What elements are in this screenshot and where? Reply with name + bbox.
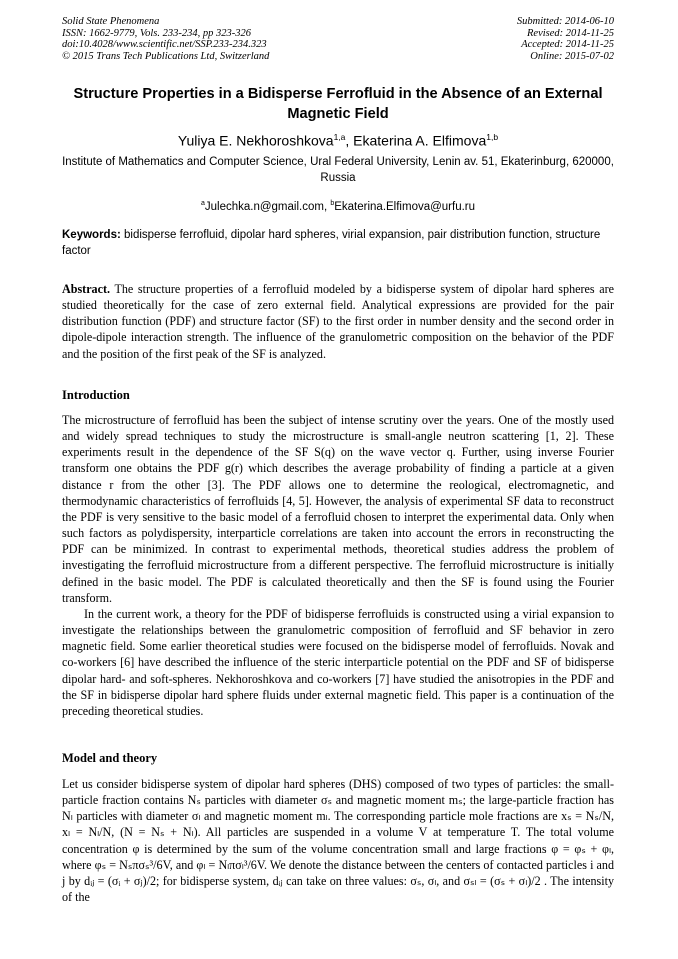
journal-header [62,16,269,62]
email-list: $^a$Julechka.n@gmail.com, $^b$Ekaterina.Elfimova@urfu.ru [200,200,476,213]
author-name: Yuliya E. Nekhoroshkova [177,132,334,149]
accepted-date: Accepted: 2014-11-25 [521,39,614,51]
section-heading-introduction: Introduction [62,388,130,402]
keywords [62,228,614,259]
journal-copyright: © 2015 Trans Tech Publications Ltd, Switzerland [62,50,270,62]
abstract [62,281,614,362]
journal-doi: doi:10.4028/www.scientific.net/SSP.233-234.323 [62,39,267,51]
keywords-label: Keywords: [62,229,121,241]
email-mark: b [330,200,335,207]
author-name: Ekaterina A. Elfimova [353,132,487,149]
introduction-body [62,412,614,719]
revised-date: Revised: 2014-11-25 [527,27,614,39]
author-affiliation-mark: 1,a [333,132,346,142]
email-address[interactable]: Julechka.n@gmail.com [204,200,324,213]
online-date: Online: 2015-07-02 [530,50,614,62]
keywords-text: bidisperse ferrofluid, dipolar hard spheres, virial expansion, pair distribution function, structure factor [62,229,601,257]
paragraph: Let us consider bidisperse system of dipolar hard spheres (DHS) composed of two types of particles: the small-particle fraction contains Nₛ particles with diameter σₛ and magnetic moment mₛ; the large-particle fraction has Nₗ particles with diameter σₗ and magnetic moment mₗ. The corresponding particle mole fractions are xₛ = Nₛ/N, xₗ = Nₗ/N, (N = Nₛ + Nₗ). All particles are suspended in a volume V at temperature T. The total volume concentration φ is determined by the sum of the volume concentration small and large fractions φ = φₛ + φₗ, where φₛ = Nₛπσₛ³/6V, and φₗ = Nₗπσₗ³/6V. We denote the distance between the centers of contacted particles i and j by dᵢⱼ = (σᵢ + σⱼ)/2; for bidisperse system, dᵢⱼ can take on three values: σₛ, σₗ, and σₛₗ = (σₛ + σₗ)/2 . The intensity of the [62,777,614,905]
abstract-text: The structure properties of a ferrofluid modeled by a bidisperse system of dipolar hard spheres are studied theoretically for the case of zero external field. Analytical expressions are provided for the pair distribution function (PDF) and structure factor (SF) to the first order in number density and the second order in dipole-dipole interaction strength. The influence of the granulometric composition on the behavior of the PDF and the position of the first peak of the SF is analyzed. [62,282,614,361]
journal-name: Solid State Phenomena [62,16,160,27]
affiliation: Institute of Mathematics and Computer Science, Ural Federal University, Lenin av. 51, Ekaterinburg, 620000, Russia [62,156,614,184]
dates-header [517,16,614,62]
email-address[interactable]: Ekaterina.Elfimova@urfu.ru [334,200,476,213]
author-affiliation-mark: 1,b [486,132,499,142]
abstract-label: Abstract. [62,282,111,296]
paragraph: The microstructure of ferrofluid has been the subject of intense scrutiny over the years. One of the mostly used and widely spread techniques to study the microstructure is small-angle neutron scattering [1, 2]. These experiments result in the dependence of the SF S(q) on the wave vector q. Further, using inverse Fourier transform one obtains the PDF g(r) which describes the average probability of finding a particle at a given distance r from the other [3]. The PDF allows one to determine the reological, electromagnetic, and thermodynamic characteristics of ferrofluids [4, 5]. However, the analysis of experimental SF data to reconstruct the PDF is very sensitive to the basic model of a ferrofluid chosen to interpret the experimental data. Only when such factors as polydispersity, interparticle correlations are taken into account the errors in reconstructing the PDF can be minimized. In contrast to experimental methods, theoretical studies address the problem of investigating the ferrofluid microstructure from a different perspective. The ferrofluid microstructure is initially defined in the basic model. The PDF is calculated theoretically and then the SF is found using the Fourier transform. [62,413,614,605]
journal-issn: ISSN: 1662-9779, Vols. 233-234, pp 323-326 [62,27,251,39]
paragraph: In the current work, a theory for the PDF of bidisperse ferrofluids is constructed using a virial expansion to investigate the relationships between the granulometric composition of ferrofluid and SF behavior in zero magnetic field. Some earlier theoretical studies were focused on the bidisperse model of ferrofluids. Novak and co-workers [6] have described the influence of the steric interparticle potential on the PDF and SF of bidisperse dipolar hard- and soft-spheres. Nekhoroshkova and co-workers [7] have studied the anisotropies in the PDF and the SF in bidisperse dipolar hard sphere fluids under external magnetic field. This paper is a continuation of the preceding theoretical studies. [62,606,614,718]
model-body [62,776,614,905]
paper-title: Structure Properties in a Bidisperse Ferrofluid in the Absence of an External Magnetic Field [73,86,603,122]
author-list: Yuliya E. Nekhoroshkova$^{1,a}$, Ekaterina A. Elfimova$^{1,b}$ [177,132,499,149]
email-mark: a [200,200,205,207]
section-heading-model: Model and theory [62,751,158,765]
submitted-date: Submitted: 2014-06-10 [516,16,614,27]
